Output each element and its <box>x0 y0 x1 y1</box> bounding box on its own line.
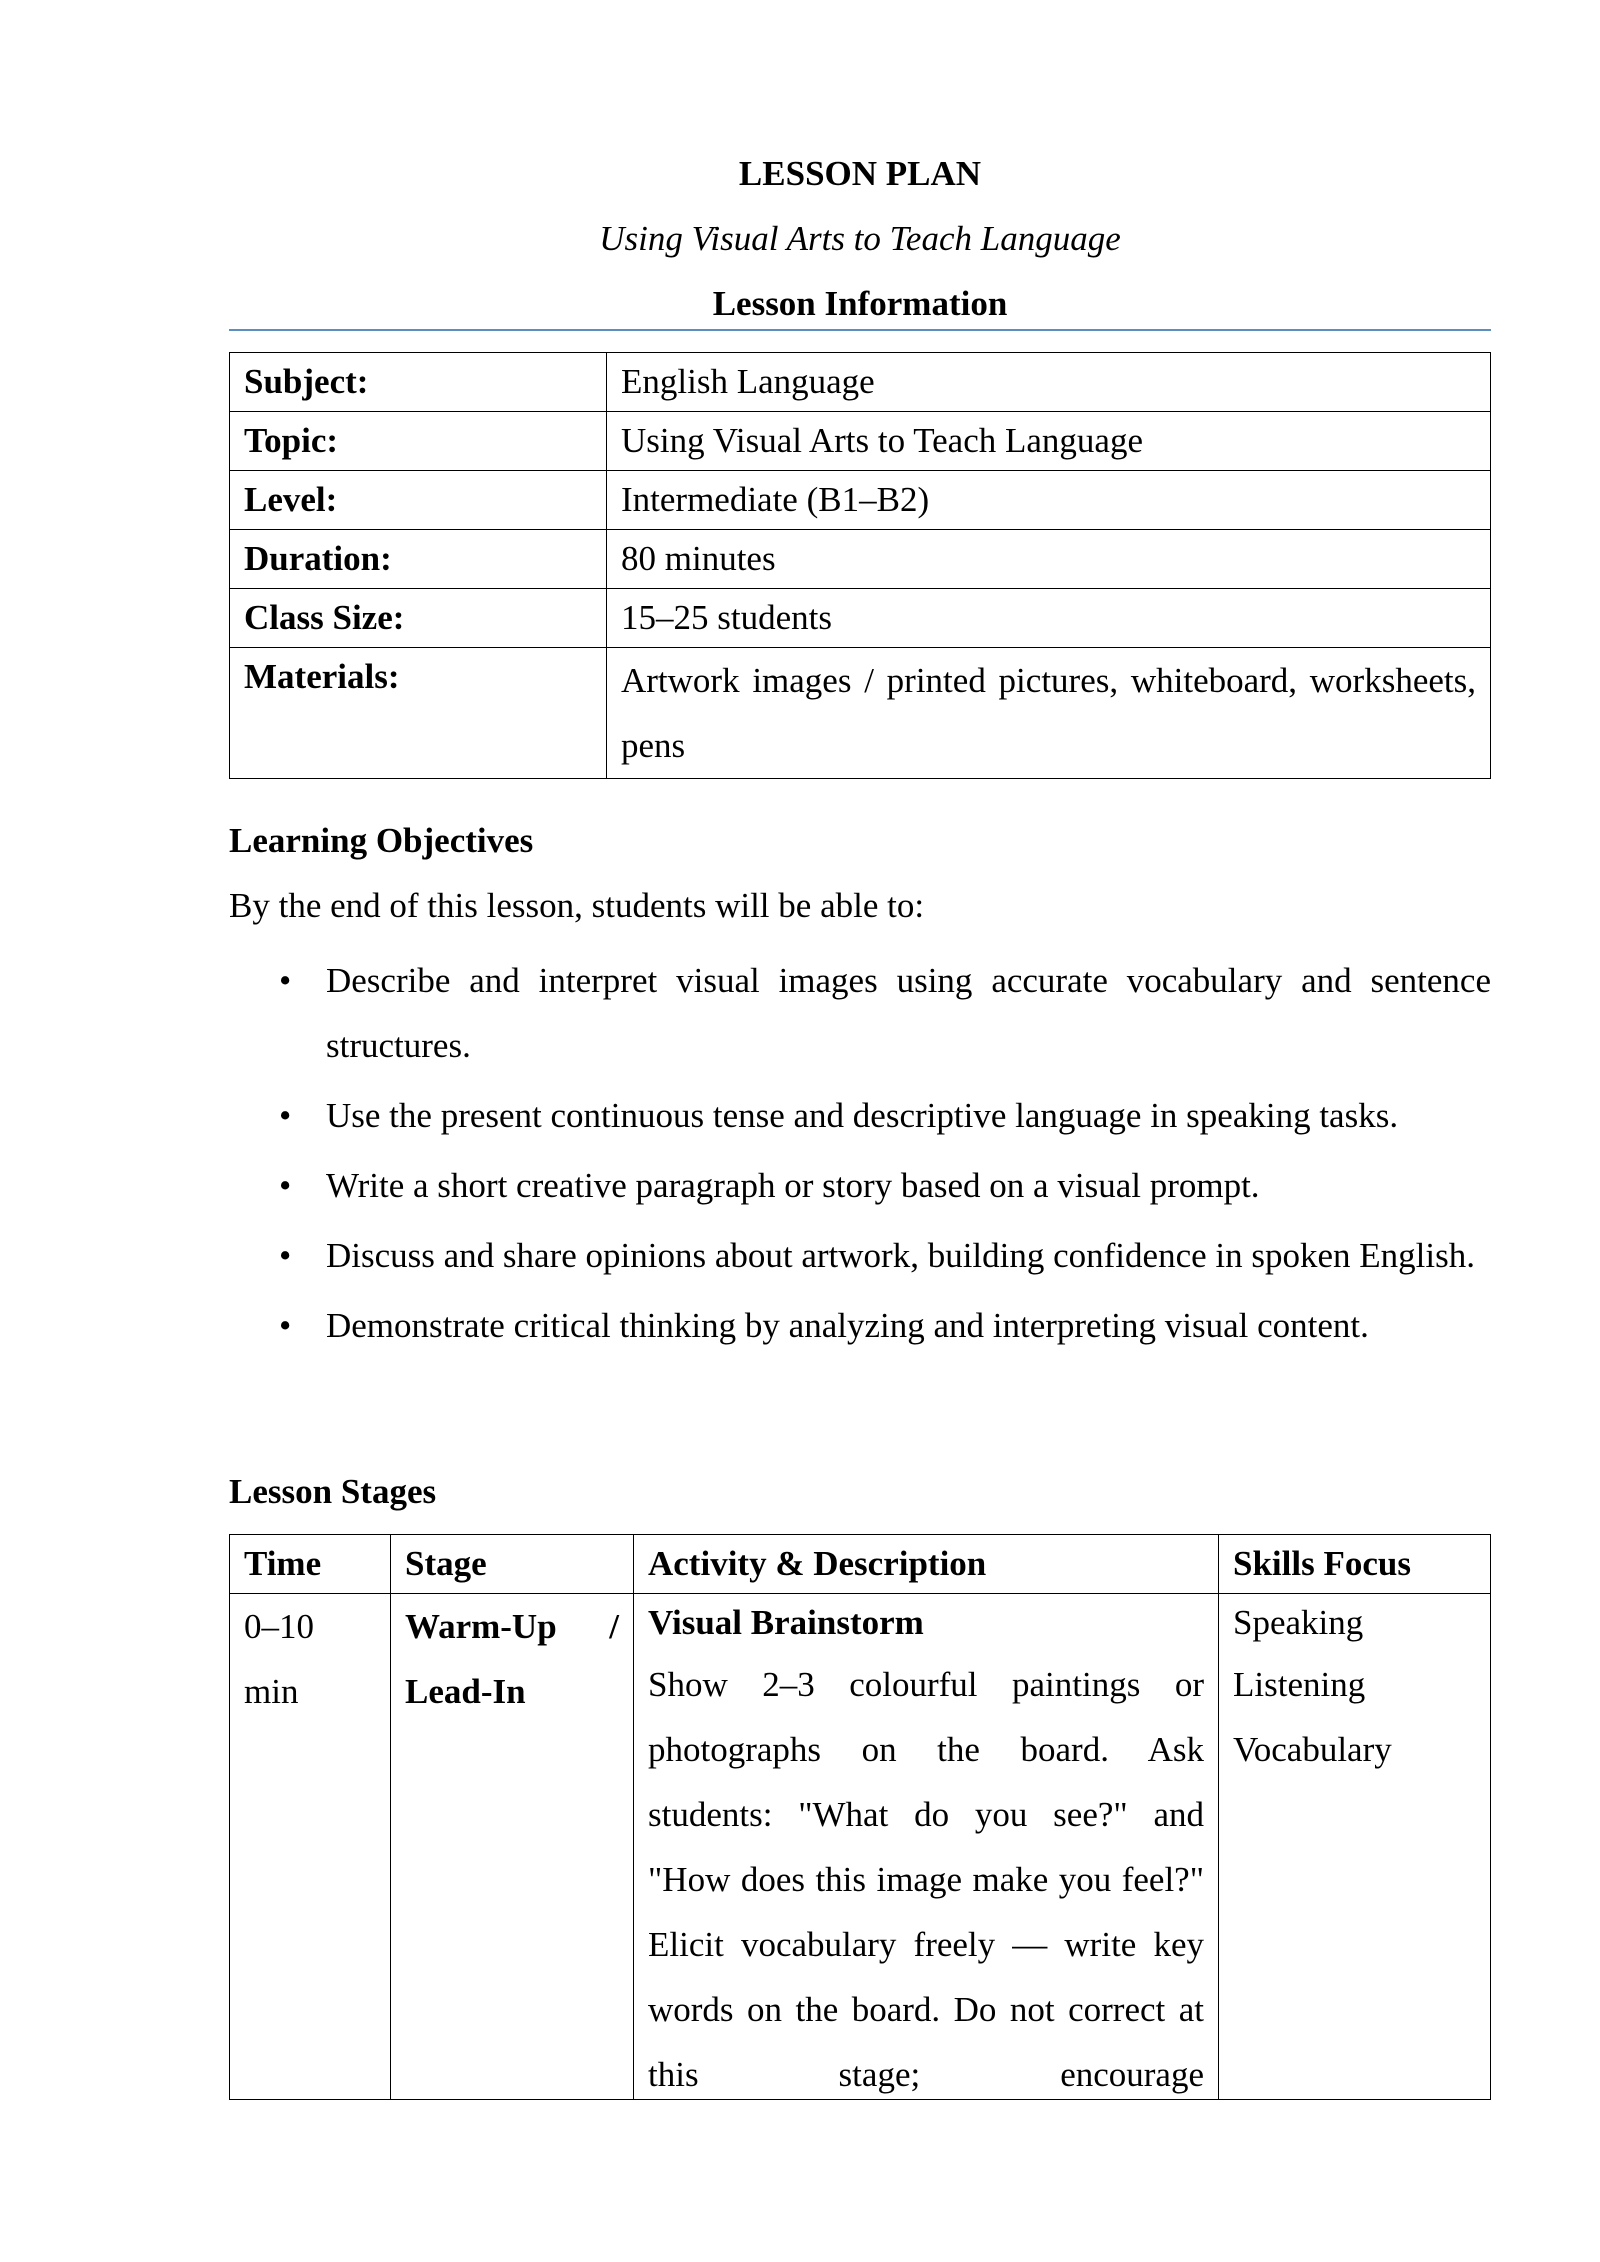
info-label-class-size: Class Size: <box>230 589 607 648</box>
stage-skills <box>1219 1594 1491 2100</box>
info-label-subject: Subject: <box>230 353 607 412</box>
skill-item: Listening <box>1233 1665 1366 1704</box>
bullet-icon: • <box>279 1306 292 1345</box>
heading-divider <box>229 329 1491 331</box>
info-label-materials: Materials: <box>230 648 607 779</box>
column-header-activity: Activity & Description <box>634 1535 1219 1594</box>
info-value-topic: Using Visual Arts to Teach Language <box>607 412 1491 471</box>
column-header-stage: Stage <box>391 1535 634 1594</box>
info-label-level: Level: <box>230 471 607 530</box>
table-row <box>230 648 1491 779</box>
column-header-time: Time <box>230 1535 391 1594</box>
list-item <box>229 1153 1491 1218</box>
lesson-info-table <box>229 352 1491 779</box>
objectives-list <box>229 948 1491 1363</box>
table-row <box>230 353 1491 412</box>
list-item <box>229 1293 1491 1358</box>
stage-activity <box>634 1594 1219 2100</box>
objectives-intro: By the end of this lesson, students will be able to: <box>229 886 925 925</box>
document-title: LESSON PLAN <box>738 154 982 193</box>
table-row <box>230 412 1491 471</box>
table-row <box>230 1594 1491 2100</box>
stage-time: 0–10 min <box>230 1594 391 2100</box>
learning-objectives-heading: Learning Objectives <box>229 821 534 860</box>
activity-description: Show 2–3 colourful paintings or photographs on the board. Ask students: "What do you see?" and "How does this image make you feel?" Elicit vocabulary freely — write key words on the board. Do not correct at this stage; encourage <box>648 1665 1204 2094</box>
objective-text: Write a short creative paragraph or story based on a visual prompt. <box>326 1166 1260 1205</box>
objective-text: Describe and interpret visual images using accurate vocabulary and sentence structures. <box>326 961 1491 1065</box>
objective-text: Demonstrate critical thinking by analyzing and interpreting visual content. <box>326 1306 1369 1345</box>
table-row <box>230 471 1491 530</box>
bullet-icon: • <box>279 1096 292 1135</box>
bullet-icon: • <box>279 1236 292 1275</box>
list-item <box>229 948 1491 1078</box>
table-row <box>230 589 1491 648</box>
list-item <box>229 1083 1491 1148</box>
info-value-materials: Artwork images / printed pictures, whiteboard, worksheets, pens <box>607 648 1491 779</box>
activity-title: Visual Brainstorm <box>648 1603 924 1642</box>
skill-item: Vocabulary <box>1233 1730 1392 1769</box>
info-label-duration: Duration: <box>230 530 607 589</box>
lesson-information-heading: Lesson Information <box>712 284 1008 323</box>
lesson-stages-heading: Lesson Stages <box>229 1472 437 1511</box>
bullet-icon: • <box>279 961 292 1000</box>
document-subtitle: Using Visual Arts to Teach Language <box>599 219 1121 258</box>
objective-text: Discuss and share opinions about artwork, building confidence in spoken English. <box>326 1236 1475 1275</box>
info-value-duration: 80 minutes <box>607 530 1491 589</box>
bullet-icon: • <box>279 1166 292 1205</box>
info-value-subject: English Language <box>607 353 1491 412</box>
lesson-stages-table <box>229 1534 1491 2100</box>
table-row <box>230 530 1491 589</box>
stage-name: Warm-Up / Lead-In <box>391 1594 634 2100</box>
info-value-level: Intermediate (B1–B2) <box>607 471 1491 530</box>
objective-text: Use the present continuous tense and descriptive language in speaking tasks. <box>326 1096 1399 1135</box>
list-item <box>229 1223 1491 1288</box>
table-header-row <box>230 1535 1491 1594</box>
column-header-skills: Skills Focus <box>1219 1535 1491 1594</box>
skill-item: Speaking <box>1233 1603 1364 1642</box>
info-label-topic: Topic: <box>230 412 607 471</box>
activity-content <box>648 1594 1204 2099</box>
info-value-class-size: 15–25 students <box>607 589 1491 648</box>
